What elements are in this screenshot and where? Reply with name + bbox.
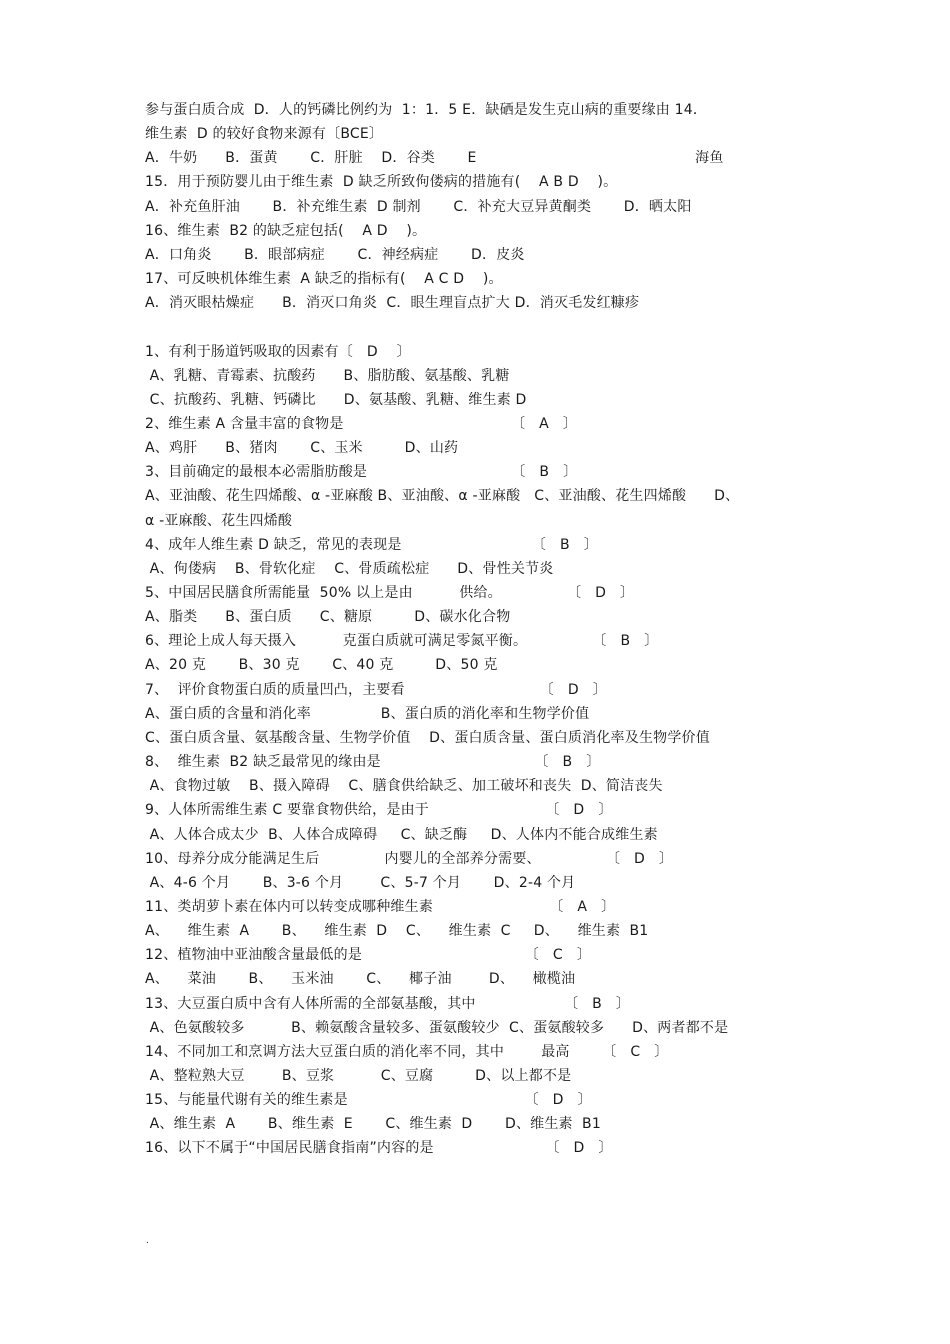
text-line: A、维生素 A B、维生素 E C、维生素 D D、维生素 B1	[145, 1116, 601, 1133]
text-line: 15．用于预防婴儿由于维生素 D 缺乏所致佝偻病的措施有( A B D )。	[145, 174, 618, 191]
text-line: 3、目前确定的最根本必需脂肪酸是 〔 B 〕	[145, 464, 578, 481]
text-line: A．牛奶 B．蛋黄 C．肝脏 D．谷类 E 海鱼	[145, 150, 724, 167]
text-line: A、4-6 个月 B、3-6 个月 C、5-7 个月 D、2-4 个月	[145, 874, 576, 891]
text-line: C、蛋白质含量、氨基酸含量、生物学价值 D、蛋白质含量、蛋白质消化率及生物学价值	[145, 729, 710, 746]
text-line: 15、与能量代谢有关的维生素是 〔 D 〕	[145, 1092, 592, 1109]
text-line: 11、类胡萝卜素在体内可以转变成哪种维生素 〔 A 〕	[145, 898, 616, 915]
text-line: A、20 克 B、30 克 C、40 克 D、50 克	[145, 657, 498, 674]
text-line: 10、母养分成分能满足生后 内婴儿的全部养分需要、 〔 D 〕	[145, 850, 674, 867]
text-line: A、 维生素 A B、 维生素 D C、 维生素 C D、 维生素 B1	[145, 923, 649, 940]
text-line: 6、理论上成人每天摄入 克蛋白质就可满足零氮平衡。 〔 B 〕	[145, 633, 659, 650]
text-line: A、乳糖、青霉素、抗酸药 B、脂肪酸、氨基酸、乳糖	[145, 367, 510, 384]
text-line: 16、以下不属于“中国居民膳食指南”内容的是 〔 D 〕	[145, 1140, 613, 1157]
text-line: A、色氨酸较多 B、赖氨酸含量较多、蛋氨酸较少 C、蛋氨酸较多 D、两者都不是	[145, 1019, 729, 1036]
text-line: A、佝偻病 B、骨软化症 C、骨质疏松症 D、骨性关节炎	[145, 560, 554, 577]
text-line: 5、中国居民膳食所需能量 50% 以上是由 供给。 〔 D 〕	[145, 585, 635, 601]
text-line: 1、有利于肠道钙吸取的因素有〔 D 〕	[145, 343, 411, 360]
text-line: 2、维生素 A 含量丰富的食物是 〔 A 〕	[145, 415, 578, 432]
text-line: A、整粒熟大豆 B、豆浆 C、豆腐 D、以上都不是	[145, 1068, 572, 1084]
text-line: A、亚油酸、花生四烯酸、α -亚麻酸 B、亚油酸、α -亚麻酸 C、亚油酸、花生四烯酸 D、	[145, 488, 740, 505]
text-line: 9、人体所需维生素 C 要靠食物供给，是由于 〔 D 〕	[145, 802, 613, 819]
text-line: A、食物过敏 B、摄入障碍 C、膳食供给缺乏、加工破坏和丧失 D、简洁丧失	[145, 778, 663, 795]
text-line: A、人体合成太少 B、人体合成障碍 C、缺乏酶 D、人体内不能合成维生素	[145, 826, 658, 843]
text-line: 14、不同加工和烹调方法大豆蛋白质的消化率不同，其中 最高 〔 C 〕	[145, 1043, 669, 1060]
text-line: 13、大豆蛋白质中含有人体所需的全部氨基酸，其中 〔 B 〕	[145, 995, 631, 1012]
text-line: 7、 评价食物蛋白质的质量凹凸，主要看 〔 D 〕	[145, 681, 607, 698]
text-line: 12、植物油中亚油酸含量最低的是 〔 C 〕	[145, 947, 592, 964]
text-line: A、脂类 B、蛋白质 C、糖原 D、碳水化合物	[145, 609, 511, 626]
text-line: A、 菜油 B、 玉米油 C、 椰子油 D、 橄榄油	[145, 971, 576, 988]
text-line: 参与蛋白质合成 D．人的钙磷比例约为 1：1．5 E．缺硒是发生克山病的重要缘由 14．	[145, 102, 708, 118]
text-line: A．消灭眼枯燥症 B．消灭口角炎 C．眼生理盲点扩大 D．消灭毛发红糠疹	[145, 295, 640, 312]
text-line: 8、 维生素 B2 缺乏最常见的缘由是 〔 B 〕	[145, 754, 601, 771]
text-line: C、抗酸药、乳糖、钙磷比 D、氨基酸、乳糖、维生素 D	[145, 391, 527, 408]
text-line: 17、可反映机体维生素 A 缺乏的指标有( A C D )。	[145, 271, 503, 288]
text-line: α -亚麻酸、花生四烯酸	[145, 512, 293, 529]
text-line: 维生素 D 的较好食物来源有〔BCE〕	[145, 126, 384, 143]
text-line: A、蛋白质的含量和消化率 B、蛋白质的消化率和生物学价值	[145, 705, 590, 722]
text-line: A、鸡肝 B、猪肉 C、玉米 D、山药	[145, 440, 459, 457]
text-line: 16、维生素 B2 的缺乏症包括( A D )。	[145, 222, 427, 239]
footer-mark: .	[146, 1236, 149, 1246]
text-line: 4、成年人维生素 D 缺乏，常见的表现是 〔 B 〕	[145, 536, 598, 553]
text-line: A．口角炎 B．眼部病症 C．神经病症 D．皮炎	[145, 246, 525, 263]
text-line: A．补充鱼肝油 B．补充维生素 D 制剂 C．补充大豆异黄酮类 D．晒太阳	[145, 198, 692, 215]
